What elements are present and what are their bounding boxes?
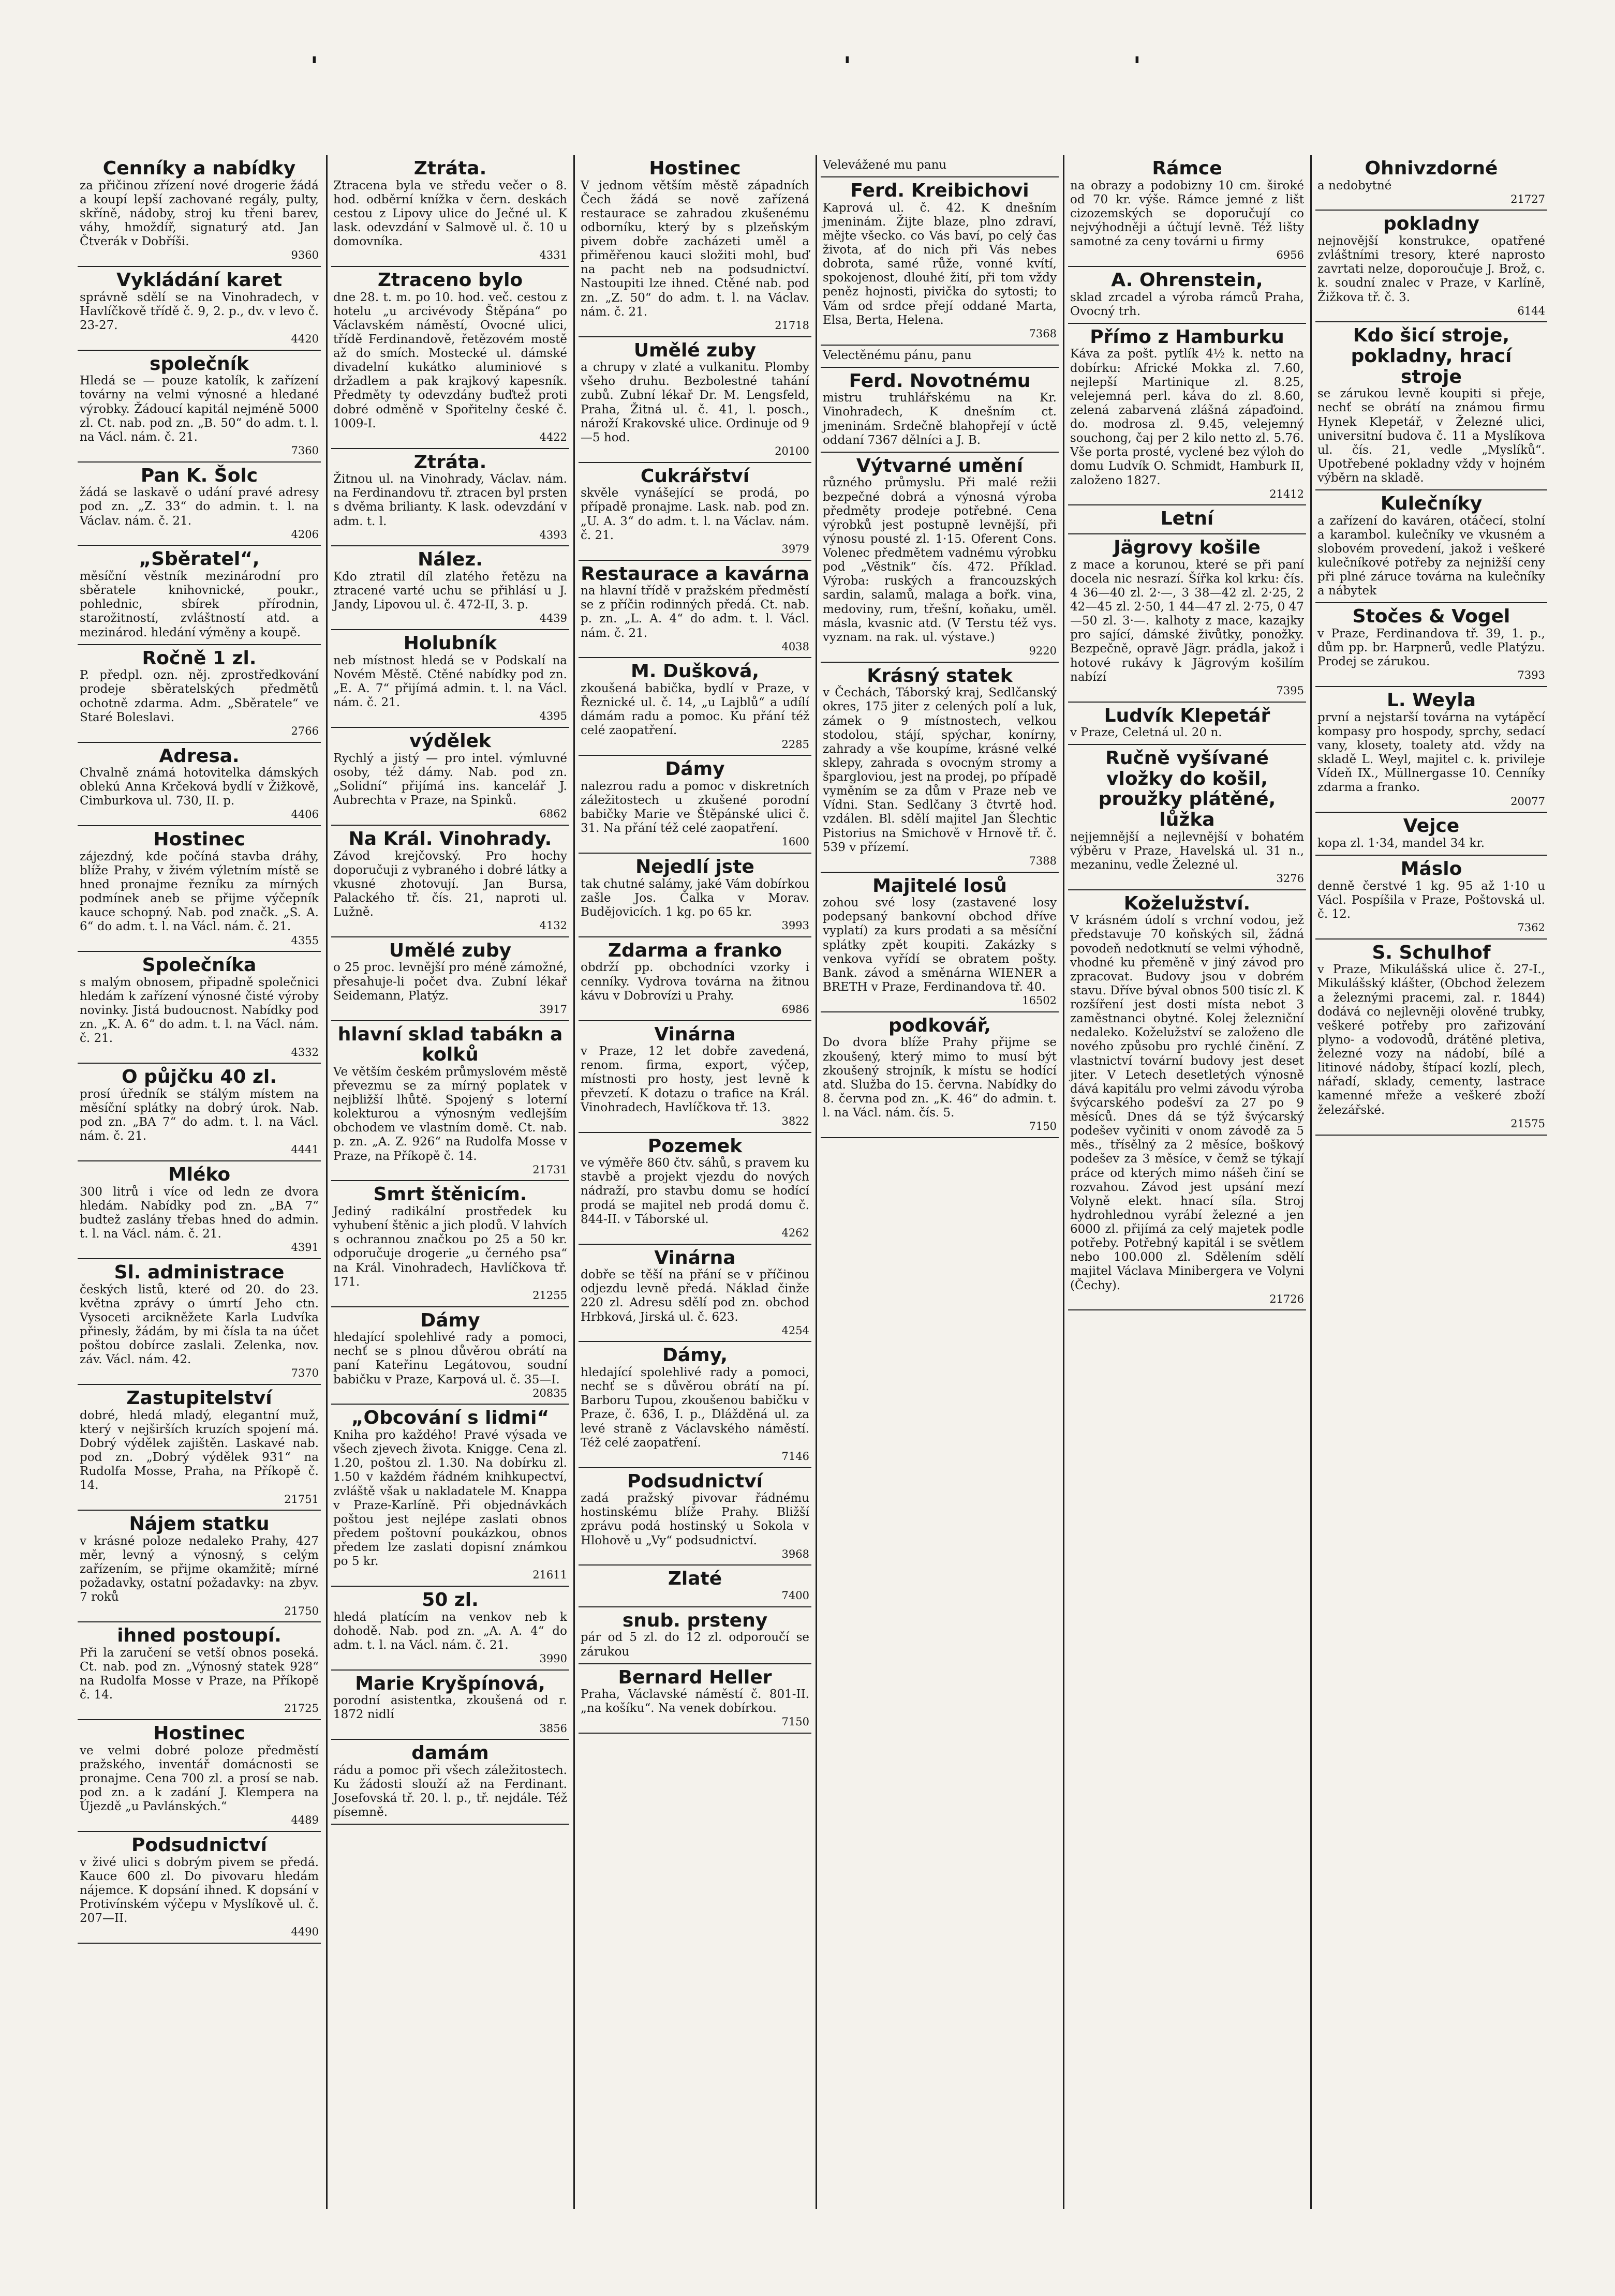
ad-headline: Kulečníky [1380, 493, 1483, 515]
advertisement [78, 952, 321, 1064]
ad-text: o 25 proc. levnější pro méně zámožné, přesahuje-li počet dva. Zubní lékař Seidemann, Platýz. [333, 961, 567, 1003]
column-divider [816, 155, 817, 2209]
advertisement [331, 1671, 569, 1740]
ad-headline: Stočes & Vogel [1352, 606, 1510, 628]
advertisement [78, 1832, 321, 1944]
ad-number: 3968 [781, 1547, 809, 1560]
ad-headline: Bernard Heller [618, 1666, 772, 1688]
ad-text: zkoušená babička, bydlí v Praze, v Řeznické ul. č. 14, „u Lajblů“ a udílí dámám radu a pomoc. Ku přání též celé zaopatření. [581, 682, 809, 738]
ad-headline: Dámy, [662, 1345, 728, 1366]
ad-number: 16502 [1022, 994, 1057, 1007]
ad-number: 7150 [781, 1716, 809, 1728]
ad-number: 4439 [539, 612, 567, 625]
ad-number: 21727 [1510, 192, 1545, 205]
ad-text: Kdo ztratil díl zlatého řetězu na ztracené varté uchu se přihlásí u J. Jandy, Lipovou ul. č. 472-II, 3. p. [333, 570, 567, 612]
ad-headline: A. Ohrenstein, [1111, 269, 1263, 291]
ad-text: P. předpl. ozn. něj. zprostředkování prodeje sběratelských předmětů ochotně zdarma. Adm. „Sběratele“ ve Staré Boleslavi. [80, 668, 319, 724]
ad-headline: Zdarma a franko [608, 940, 782, 961]
ad-headline: Přímo z Hamburku [1090, 326, 1284, 348]
advertisement [331, 546, 569, 630]
advertisement [821, 368, 1059, 453]
ad-headline: Zlaté [668, 1568, 722, 1590]
ad-number: 3856 [539, 1722, 567, 1735]
column-divider [573, 155, 575, 2209]
advertisement [78, 1511, 321, 1622]
advertisement [1315, 813, 1547, 856]
ad-headline: Nájem statku [129, 1513, 270, 1535]
ad-headline: Společníka [142, 955, 257, 976]
ad-text: s malým obnosem, připadně společnici hledám k zařízení výnosné čisté výroby novinky. Jistá budoucnost. Nabídky pod zn. „K. A. 6“ do adm. t. l. na Václ. nám. č. 21. [80, 975, 319, 1046]
advertisement [579, 337, 811, 463]
advertisement [78, 267, 321, 351]
ad-number: 21725 [284, 1702, 319, 1715]
ad-text: zohou své losy (zastavené losy podepsaný bankovní obchod dříve vyplatí) za kurs prodati a sa měsíční splátky zpět koupiti. Zakázky s venkova vyřídí se obratem pošty. Bank. závod a směnárna WIENER a BRETH v Praze, Ferdinandova tř. 40. [823, 896, 1057, 994]
advertisement [1315, 490, 1547, 603]
ad-text: skvěle vynášející se prodá, po případě pronajme. Lask. nab. pod zn. „U. A. 3“ do adm. t. l. na Václav. nám. č. 21. [581, 486, 809, 542]
advertisement [579, 1342, 811, 1468]
ad-number: 20835 [532, 1386, 567, 1399]
ad-headline: Restaurace a kavárna [581, 563, 809, 585]
ad-number: 4441 [291, 1143, 319, 1156]
ad-text: neb místnost hledá se v Podskalí na Novém Městě. Ctěné nabídky pod zn. „E. A. 7“ přijímá admin. t. l. na Václ. nám. č. 21. [333, 653, 567, 710]
advertisement [1068, 890, 1306, 1311]
ad-number: 3917 [539, 1003, 567, 1016]
ad-headline: Ztráta. [413, 451, 487, 473]
ad-number: 21718 [775, 319, 809, 332]
advertisement [331, 1740, 569, 1825]
ad-headline: Krásný statek [867, 665, 1013, 687]
ad-headline: Vinárna [654, 1023, 736, 1045]
ad-headline: hlavní sklad tabákn a kolků [337, 1023, 563, 1066]
ad-headline: Letní [1160, 508, 1214, 530]
ad-headline: Výtvarné umění [856, 455, 1024, 476]
ad-headline: Zastupitelství [126, 1388, 272, 1409]
ad-number: 4332 [291, 1046, 319, 1058]
ad-headline: Hostinec [153, 829, 245, 851]
advertisement [821, 663, 1059, 873]
page-mark: ' [1133, 52, 1141, 81]
ad-number: 7388 [1029, 854, 1057, 867]
ad-headline: Hostinec [649, 158, 741, 179]
ad-number: 20077 [1510, 795, 1545, 808]
advertisement [821, 346, 1059, 368]
ad-headline: Mléko [168, 1164, 231, 1186]
advertisement [78, 351, 321, 463]
advertisement [579, 1245, 811, 1343]
ad-number: 20100 [775, 444, 809, 457]
advertisement [331, 630, 569, 728]
advertisement [78, 645, 321, 743]
ad-headline: Adresa. [159, 745, 240, 767]
ad-number: 9220 [1029, 644, 1057, 657]
ad-number: 6986 [781, 1003, 809, 1016]
ad-text: dne 28. t. m. po 10. hod. več. cestou z hotelu „u arcivévody Štěpána“ po Václavském náměstí, Ovocné ulici, třídě Ferdinandově, řetězovém mostě až do smích. Mostecké ul. dámské divadelní kukátko aluminiové s držadlem a pak krajkový kapesník. Předměty ty odevzdány buďtež proti dobré odměně v Spořitelny české č. 1009-I. [333, 290, 567, 430]
column-4 [821, 155, 1059, 2209]
ad-number: 4391 [291, 1241, 319, 1254]
ad-text: první a nejstarší továrna na vytápěcí kompasy pro hospody, sprchy, sedací vany, klosety, toalety atd. vždy na skladě L. Weyl, majitel c. k. privileje Vídeň IX., Müllnergasse 10. Cenníky zdarma a franko. [1317, 710, 1545, 795]
ad-text: zadá pražský pivovar řádnému hostinskému blíže Prahy. Bližší zprávu podá hostinský u Sokola v Hlohově u „Vy“ podsudnictví. [581, 1492, 809, 1547]
ad-text: žádá se laskavě o udání pravé adresy pod zn. „Z. 33“ do admin. t. l. na Václav. nám. č. 21. [80, 486, 319, 528]
ad-headline: Marie Kryšpínová, [355, 1673, 545, 1694]
ad-headline: Jägrovy košile [1114, 537, 1261, 559]
ad-headline: Podsudnictví [627, 1470, 763, 1492]
advertisement [579, 1133, 811, 1245]
ad-number: 7146 [781, 1450, 809, 1463]
ad-text: Závod krejčovský. Pro hochy doporučuji z vybraného i dobré látky a vkusné zhotovují. Jan Bursa, Palackého tř. čís. 21, naproti ul. Lužně. [333, 849, 567, 919]
advertisement [1315, 603, 1547, 687]
advertisement [78, 463, 321, 546]
ad-headline: O půjčku 40 zl. [122, 1066, 277, 1088]
ad-headline: Hostinec [153, 1723, 245, 1745]
ad-text: pár od 5 zl. do 12 zl. odporoučí se zárukou [581, 1631, 809, 1659]
advertisement [331, 1587, 569, 1671]
ad-headline: podkovář, [888, 1015, 991, 1036]
ad-text: zájezdný, kde počíná stavba dráhy, blíže Prahy, v živém výletním místě se hned pronajme řezníku za mírných podmínek aneb se přijme výčepník kauce schopný. Nab. pod značk. „S. A. 6“ do adm. t. l. na Václ. nám. č. 21. [80, 849, 319, 934]
ad-number: 7150 [1029, 1120, 1057, 1133]
ad-headline: Majitelé losů [872, 875, 1007, 897]
ad-text: správně sdělí se na Vinohradech, v Havlíčkově třídě č. 9, 2. p., dv. v levo č. 23-27. [80, 290, 319, 332]
advertisement [579, 1021, 811, 1133]
ad-number: 2766 [291, 724, 319, 737]
ad-text: V jednom větším městě západních Čech žádá se nově zařízená restaurace se zahradou zkušenému odborníku, který by s plzeňským pivem dobře zacházeti uměl a přiměřenou kauci složiti mohl, buď na pacht neb na podsudnictví. Nastoupiti lze ihned. Ctěné nab. pod zn. „Z. 50“ do adm. t. l. na Václav. nám. č. 21. [581, 178, 809, 319]
ad-text: v krásné poloze nedaleko Prahy, 427 měr, levný a výnosný, s celým zařízením, se přijme okamžitě; mírné požadavky, ostatní požadavky: na zbyv. 7 roků [80, 1534, 319, 1604]
ad-number: 21731 [532, 1163, 567, 1176]
ad-text: na hlavní třídě v pražském předměstí se z příčin rodinných předá. Ct. nab. p. zn. „L. A. 4“ do adm. t. l. Václ. nám. č. 21. [581, 584, 809, 640]
ad-number: 4262 [781, 1226, 809, 1239]
ad-number: 9360 [291, 249, 319, 262]
advertisement [579, 658, 811, 756]
advertisement [331, 1307, 569, 1405]
ad-headline: výdělek [409, 730, 491, 752]
advertisement [821, 1012, 1059, 1138]
ad-text: hledající spolehlivé rady a pomoci, nechť se s plnou důvěrou obrátí na paní Kateřinu Legátovou, soudní babičku v Praze, Karpová ul. č. 35—I. [333, 1331, 567, 1386]
ad-headline: Nález. [418, 549, 483, 571]
column-3 [579, 155, 811, 2209]
ad-text: dobře se těší na přání se v příčinou odjezdu levně předá. Náklad činže 220 zl. Adresu sdělí pod zn. obchod Hrbková, Jirská ul. č. 623. [581, 1268, 809, 1324]
ad-text: kopa zl. 1·34, mandel 34 kr. [1317, 836, 1485, 850]
advertisement [579, 155, 811, 337]
advertisement [579, 1468, 811, 1566]
ad-headline: Na Král. Vinohrady. [348, 828, 552, 849]
advertisement [579, 561, 811, 659]
ad-text: tak chutné salámy, jaké Vám dobírkou zašle Jos. Čalka v Morav. Budějovicích. 1 kg. po 65 kr. [581, 877, 809, 919]
ad-headline: Umělé zuby [633, 339, 757, 361]
ad-headline: Kdo šicí stroje, pokladny, hrací stroje [1351, 325, 1512, 387]
ad-number: 21726 [1269, 1292, 1304, 1305]
ad-headline: Pozemek [647, 1135, 743, 1157]
ad-text: v Čechách, Táborský kraj, Sedlčanský okres, 175 jiter z celených polí a luk, zámek o 9 místnostech, velkou stodolou, stájí, spýchar, konírny, zahrady a vše koupíme, krásné velké sklepy, zahrada s ovocným stromy a špargloviou, jest na prodej, po případě vyměním se za dům v Praze neb ve Vídni. Stan. Sedlčany 3 čtvrtě hod. vzdálen. Bl. sdělí majitel Jan Šlechtic Pistorius na Smichově v Hrnově tř. č. 539 v přízemí. [823, 686, 1057, 854]
ad-headline: Podsudnictví [131, 1835, 268, 1856]
advertisement [1315, 940, 1547, 1136]
ad-headline: M. Dušková, [630, 661, 760, 682]
ad-headline: Ztráta. [413, 158, 487, 179]
ad-text: Praha, Václavské náměstí č. 801-II. „na košíku“. Na venek dobírkou. [581, 1688, 809, 1716]
column-5 [1068, 155, 1306, 2209]
ad-number: 3276 [1276, 872, 1304, 885]
advertisement [78, 826, 321, 952]
advertisement [1068, 324, 1306, 506]
ad-text: 300 litrů i více od ledn ze dvora hledám. Nabídky pod zn. „BA 7“ budtež zaslány třebas hned do admin. t. l. na Václ. nám. č. 21. [80, 1185, 319, 1241]
advertisement [331, 1021, 569, 1182]
ad-number: 7395 [1276, 684, 1304, 697]
ad-headline: 50 zl. [422, 1589, 479, 1611]
ad-number: 3990 [539, 1652, 567, 1665]
advertisement [331, 1181, 569, 1307]
ad-text: a nedobytné [1317, 178, 1392, 192]
advertisement [1068, 505, 1306, 534]
advertisement [1315, 211, 1547, 322]
advertisement [1068, 155, 1306, 267]
column-divider [1310, 155, 1312, 2209]
ad-headline: pokladny [1383, 213, 1479, 235]
ad-number: 21611 [532, 1569, 567, 1582]
ad-text: a zařízení do kaváren, otáčecí, stolní a karambol. kulečníky ve vkusném a slobovém provedení, jakož i veškeré kulečníkové potřeby za nejnižší ceny při plné záruce továrna na kulečníky a nábytek [1317, 514, 1545, 598]
ad-headline: L. Weyla [1386, 690, 1476, 711]
page-mark: ' [843, 52, 851, 81]
advertisement [1068, 745, 1306, 890]
advertisement [1315, 155, 1547, 211]
ad-text: sklad zrcadel a výroba rámců Praha, Ovocný trh. [1070, 290, 1304, 318]
ad-number: 21255 [532, 1289, 567, 1302]
advertisement [78, 546, 321, 645]
ad-text: v živé ulici s dobrým pivem se předá. Kauce 600 zl. Do pivovaru hledám nájemce. K dopsání ihned. K dopsání v Protivínském výčepu v Myslíkově ul. č. 207—II. [80, 1855, 319, 1926]
ad-text: v Praze, 12 let dobře zavedená, renom. firma, export, výčep, místnosti pro hosty, jest levně k převzetí. K dotazu o trafice na Král. Vinohradech, Havlíčkova tř. 13. [581, 1045, 809, 1114]
ad-headline: Ferd. Novotnému [849, 370, 1031, 392]
ad-number: 4132 [539, 919, 567, 932]
advertisement [331, 728, 569, 826]
advertisement [579, 1607, 811, 1664]
ad-headline: Cenníky a nabídky [102, 158, 296, 179]
advertisement [78, 1385, 321, 1511]
ad-text: rádu a pomoc při všech záležitostech. Ku žádosti slouží až na Ferdinant. Josefovská tř. 20. l. p., tř. nejdále. Též písemně. [333, 1763, 567, 1820]
ad-headline: Dámy [665, 758, 725, 780]
ad-number: 7368 [1029, 327, 1057, 340]
ad-text: Ve větším českém průmyslovém městě převezmu se za mírný poplatek v nejbližší lhůtě. Spojený s loterní kolekturou a výnosným vedlejším obchodem ve vlastním domě. Ct. nab. p. zn. „A. Z. 926“ na Rudolfa Mosse v Praze, na Příkopě č. 14. [333, 1065, 567, 1163]
ad-text: ve velmi dobré poloze předměstí pražského, inventář domácnosti se pronajme. Cena 700 zl. a prosí se nab. pod zn. a k zadání J. Klempera na Újezdě „u Pavlánských.“ [80, 1743, 319, 1814]
advertisement [579, 937, 811, 1021]
ad-text: na obrazy a podobizny 10 cm. široké od 70 kr. výše. Rámce jemné z lišt cizozemských se doporučují co nejvýhodněji a účtují levně. Též lišty samotné za ceny továrni u firmy [1070, 178, 1304, 249]
ad-text: Káva za pošt. pytlík 4½ k. netto na dobírku: Africké Mokka zl. 7.60, nejlepší Martinique zl. 8.25, velejemná perl. káva do zl. 8.60, zelená zabarvená zlášná zápaďoind. do. modrosa zl. 9.45, velejemný souchong, čaj per 2 kilo netto zl. 5.76. Vše porta prosté, vyclené bez výloh do domu Ludvík O. Schmidt, Hamburk II, založeno 1827. [1070, 347, 1304, 487]
ad-headline: společník [150, 353, 249, 375]
advertisement [1315, 322, 1547, 490]
ad-number: 6144 [1517, 304, 1545, 317]
ad-number: 7370 [291, 1367, 319, 1380]
column-2 [331, 155, 569, 2209]
ad-text: Chvalně známá hotovitelka dámských oblekú Anna Krčeková bydlí v Žižkově, Cimburkova ul. 730, II. p. [80, 766, 319, 808]
ad-number: 21575 [1510, 1117, 1545, 1130]
ad-number: 21751 [284, 1493, 319, 1505]
ad-headline: Pan K. Šolc [140, 465, 258, 486]
ad-headline: Ručně vyšívané vložky do košil, proužky plátěné, lůžka [1098, 748, 1276, 831]
page-content [78, 155, 1547, 2209]
ad-headline: Dámy [420, 1309, 480, 1331]
ad-number: 4355 [291, 934, 319, 947]
advertisement [1068, 267, 1306, 324]
advertisement [579, 854, 811, 937]
ad-number: 4331 [539, 249, 567, 262]
advertisement [579, 756, 811, 854]
ad-headline: Ludvík Klepetář [1104, 705, 1270, 726]
ad-text: Ztracena byla ve středu večer o 8. hod. odběrní knížka v čern. deskách cestou z Lipovy ulice do Ječné ul. K lask. odevzdání v Salmově ul. č. 10 u domovníka. [333, 178, 567, 249]
ad-number: 6956 [1276, 249, 1304, 262]
advertisement [78, 1720, 321, 1832]
ad-number: 4254 [781, 1324, 809, 1337]
ad-number: 4393 [539, 528, 567, 541]
advertisement [821, 177, 1059, 345]
ad-number: 7360 [291, 444, 319, 457]
ad-text: porodní asistentka, zkoušená od r. 1872 nidlí [333, 1694, 567, 1722]
ad-text: ve výměře 860 čtv. sáhů, s pravem ku stavbě a projekt vjezdu do nových nádraží, pro stavbu domu se hodící prodá se majitel neb prodá domu č. 844-II. v Táborské ul. [581, 1156, 809, 1226]
ad-text: Velevážené mu panu [823, 158, 947, 172]
ad-text: nejjemnější a nejlevnější v bohatém výběru v Praze, Havelská ul. 31 n., mezaninu, vedle Železné ul. [1070, 830, 1304, 872]
advertisement [78, 1259, 321, 1385]
ad-headline: ihned postoupí. [117, 1625, 281, 1647]
ad-headline: „Obcování s lidmi“ [351, 1407, 550, 1429]
ad-headline: Máslo [1400, 858, 1462, 880]
ad-headline: Nejedlí jste [635, 856, 754, 878]
ad-number: 3979 [781, 542, 809, 555]
ad-headline: Ferd. Kreibichovi [850, 180, 1029, 202]
ad-number: 7362 [1517, 921, 1545, 934]
ad-text: denně čerstvé 1 kg. 95 až 1·10 u Václ. Pospíšila v Praze, Poštovská ul. č. 12. [1317, 879, 1545, 921]
ad-headline: snub. prsteny [622, 1609, 768, 1631]
ad-text: v Praze, Mikulášská ulice č. 27-I., Mikulášský klášter, (Obchod železem a železnými pracemi, zal. r. 1844) dodává co nejlevněji olověné trubky, veškeré potřeby pro zařizování plyno- a vodovodů, drátěné pletiva, železné vozy na nádobí, bílé a litinové nádoby, štípací kozlí, plech, nářadí, sklady, cementy, lastrace kamenné mřeže a veškeré zboží železářské. [1317, 963, 1545, 1117]
advertisement [331, 155, 569, 267]
ad-text: a chrupy v zlaté a vulkanitu. Plomby všeho druhu. Bezbolestné tahání zubů. Zubní lékař Dr. M. Lengsfeld, Praha, Žitná ul. č. 41, l. posch., nároží Krakovské ulice. Ordinuje od 9—5 hod. [581, 361, 809, 444]
ad-text: z mace a korunou, které se při paní docela nic nesrazí. Šířka kol krku: čís. 4 36—40 zl. 2·—, 3 38—42 zl. 2·25, 2 42—45 zl. 2·50, 1 44—47 zl. 2·75, 0 47—50 zl. 3·—. kalhoty z mace, kazajky pro sající, dámské živůtky, ponožky. Bezpečně, opravě Jägr. prádla, jakož i hotové rukávy k Jägrovým košilím nabízí [1070, 558, 1304, 684]
ad-headline: „Sběratel“, [139, 548, 260, 570]
ad-number: 4395 [539, 710, 567, 723]
ad-headline: Koželužství. [1123, 892, 1251, 914]
ad-number: 4206 [291, 528, 319, 541]
ad-headline: Ztraceno bylo [377, 269, 523, 291]
ad-headline: Sl. administrace [114, 1262, 285, 1284]
ad-text: mistru truhlářskému na Kr. Vinohradech, K dnešním ct. jmeninám. Srdečně blahopřejí v úctě oddaní 7367 dělníci a J. B. [823, 391, 1057, 447]
ad-headline: Cukrářství [640, 465, 750, 487]
ad-number: 7400 [781, 1589, 809, 1602]
ad-headline: Smrt štěnicím. [373, 1184, 527, 1205]
advertisement [78, 1064, 321, 1161]
ad-number: 4490 [291, 1926, 319, 1939]
ad-text: V krásném údolí s vrchní vodou, jež představuje 70 koňských sil, žádná povodeň nedotknutí se velmi výhodně, vhodné ku přeměně v jiný závod pro zpracovat. Budovy jsou v dobrém stavu. Dříve býval obnos 500 tisíc zl. K rozšíření jest dosti místa nebot 3 zaměstnanci obytné. Kolej železniční nedaleko. Koželužství se založeno dle nového způsobu pro rychlé činění. Z vlastnictví tovární budovy jest deset jiter. V Letech desetletých výnosně dává kapitálu pro velmi závodu výroba švýcarského podešví za 27 po 9 měsíců. Dnes dá se týž švýcarský podešev vyčiniti v onom závodě za 5 měs., třísělný za 2 měsíce, boškový podešev za 3 měsíce, v čemž se týkají práce od kterých mimo nášeh činí se rozvahou. Závod jest upsání mezí Volyně elekt. hnací síla. Stroj hydrohlednou vyrábí železné a jen 6000 zl. přijímá za celý majetek podle potřeby. Potřebný kapitál i se světlem nebo 100.000 zl. Sdělením sdělí majitel Václava Minibergera ve Volyni (Čechy). [1070, 914, 1304, 1292]
ad-text: hledající spolehlivé rady a pomoci, nechť se s důvěrou obrátí na pí. Barboru Tupou, zkoušenou babičku v Praze, č. 636, I. p., Dlážděná ul. za levé straně z Václavského náměstí. Též celé zaopatření. [581, 1366, 809, 1450]
ad-number: 7393 [1517, 669, 1545, 682]
advertisement [331, 449, 569, 547]
ad-text: nejnovější konstrukce, opatřené zvláštními tresory, které naprosto zavrtati nelze, doporoučuje J. Brož, c. k. soudní znalec v Praze, v Karlíně, Žižkova tř. č. 3. [1317, 234, 1545, 304]
page-mark: ' [310, 52, 318, 81]
ad-number: 3993 [781, 919, 809, 932]
advertisement [78, 743, 321, 827]
ad-text: měsíční věstník mezinárodní pro sběratele knihovnické, poukr., pohlednic, sbírek přírodnin, starožitností, zvláštností atd. a mezinárod. hledání výměny a koupě. [80, 570, 319, 639]
ad-number: 4406 [291, 808, 319, 821]
ad-headline: Vejce [1403, 815, 1460, 837]
advertisement [331, 937, 569, 1021]
ad-headline: damám [411, 1742, 489, 1764]
ad-text: za přičinou zřízení nové drogerie žádá a koupí lepší zachované regály, pulty, skříně, nádoby, stroj ku třeni barev, váhy, hmoždíř, signaturý atd. Jan Čtverák v Dobříši. [80, 178, 319, 249]
ad-text: Rychlý a jistý — pro intel. výmluvné osoby, též dámy. Nab. pod zn. „Solidní“ přijímá ins. kancelář J. Aubrechta v Praze, na Spinků. [333, 751, 567, 808]
ad-number: 4489 [291, 1814, 319, 1827]
advertisement [331, 267, 569, 449]
ad-headline: Holubník [403, 633, 497, 654]
ad-number: 4420 [291, 332, 319, 345]
advertisement [579, 1566, 811, 1607]
advertisement [1315, 856, 1547, 940]
ad-text: Kniha pro každého! Pravé výsada ve všech zjevech života. Knigge. Cena zl. 1.20, poštou zl. 1.30. Na dobírku zl. 1.50 v každém řádném knihkupectví, zvláště však u nakladatele M. Knappa v Praze-Karlíně. Při objednávkách poštou jest nejlépe zaslati obnos předem poštovní poukázkou, obnos předem lze zaslati dopisní známkou po 5 kr. [333, 1428, 567, 1569]
advertisement [331, 1405, 569, 1587]
ad-text: Kaprová ul. č. 42. K dnešním jmeninám. Žijte blaze, plno zdraví, mějte všecko. co Vás baví, po celý čas života, ať do nich při Vás nebes dobrota, samé růže, vonné kvítí, spokojenost, dlouhé žití, při tom vždy peněz hojnosti, pivička do sytosti; to Vám od srdce přejí oddané Marta, Elsa, Berta, Helena. [823, 201, 1057, 327]
advertisement [821, 873, 1059, 1012]
ad-text: v Praze, Ferdinandova tř. 39, 1. p., dům pp. br. Harpnerů, vedle Platýzu. Prodej se zárukou. [1317, 627, 1545, 669]
ad-text: Do dvora blíže Prahy přijme se zkoušený, který mimo to musí být zkoušený strojník, k místu se hodící atd. Služba do 15. června. Nabídky do 8. června pod zn. „K. 46“ do admin. t. l. na Václ. nám. čís. 5. [823, 1036, 1057, 1120]
ad-text: hledá platícím na venkov neb k dohodě. Nab. pod zn. „A. A. 4“ do adm. t. l. na Václ. nám. č. 21. [333, 1610, 567, 1652]
advertisement [579, 463, 811, 561]
ad-text: českých listů, které od 20. do 23. května zprávy o úmrtí Jeho ctn. Vysoceti arcikněžete Karla Ludvíka přinesly, žádám, by mi čísla ta na účet poštou dobírce zaslali. Zelenka, nov. záv. Václ. nám. 42. [80, 1283, 319, 1367]
ad-text: různého průmyslu. Při malé režii bezpečné dobrá a výnosná výroba předměty prodeje potřebné. Cena výrobků jest postupně levnější, při výnosu pousté zl. 1·15. Oferent Cons. Volenec předmětem vadnému výrobku pod „Věstnik“ čís. 472. Příklad. Výroba: ruských a francouzských sardin, salamů, malaga a bořk. vina, medoviny, rum, třešní, koňaku, uměl. másla, kvasnic atd. (V Terstu též vys. vyznam. na rak. ul. výstave.) [823, 476, 1057, 644]
column-divider [326, 155, 328, 2209]
ad-text: prosí úředník se stálým místem na měsíční splátky na dobrý úrok. Nab. pod zn. „BA 7“ do adm. t. l. na Václ. nám. č. 21. [80, 1087, 319, 1143]
ad-number: 6862 [539, 808, 567, 821]
ad-headline: Ohnivzdorné [1365, 158, 1498, 179]
ad-headline: Vykládání karet [116, 269, 283, 291]
ad-text: se zárukou levně koupiti si přeje, nechť se obrátí na známou firmu Hynek Klepetář, v Železné ulici, universitní budova č. 11 a Myslíkova ul. čís. 21, vedle „Myslíků“. Upotřebené pokladny vždy v hojném výběrn na skladě. [1317, 387, 1545, 485]
advertisement [78, 155, 321, 267]
ad-headline: S. Schulhof [1372, 942, 1491, 963]
ad-number: 21412 [1269, 487, 1304, 500]
advertisement [1068, 534, 1306, 702]
ad-text: Jediný radikální prostředek ku vyhubení štěnic a jich plodů. V lahvích s ochrannou značkou po 25 a 50 kr. odporučuje drogerie „u černého psa“ na Král. Vinohradech, Havlíčkova tř. 171. [333, 1205, 567, 1289]
ad-text: v Praze, Celetná ul. 20 n. [1070, 726, 1222, 740]
advertisement [1315, 687, 1547, 813]
advertisement [78, 1622, 321, 1720]
ad-number: 3822 [781, 1114, 809, 1127]
ad-number: 21750 [284, 1604, 319, 1617]
ad-text: dobré, hledá mladý, elegantní muž, který v nejširších kruzích spojení má. Dobrý výdělek zajištěn. Laskavé nab. pod zn. „Dobrý výdělek 931“ na Rudolfa Mosse, Praha, na Příkopě č. 14. [80, 1408, 319, 1493]
advertisement [821, 453, 1059, 663]
ad-headline: Umělé zuby [389, 940, 512, 961]
ad-headline: Rámce [1152, 158, 1222, 179]
advertisement [579, 1664, 811, 1734]
column-1 [78, 155, 321, 2209]
ad-text: Hledá se — pouze katolík, k zařízení továrny na velmi výnosné a hledané výrobky. Žádoucí kapitál nejméně 5000 zl. Ct. nab. pod zn. „B. 50“ do adm. t. l. na Václ. nám. č. 21. [80, 374, 319, 444]
ad-number: 2285 [781, 738, 809, 751]
advertisement [331, 826, 569, 937]
ad-number: 4038 [781, 640, 809, 653]
ad-text: obdrží pp. obchodníci vzorky i cenníky. Vydrova továrna na žitnou kávu v Dobrovízi u Prahy. [581, 961, 809, 1003]
advertisement [78, 1161, 321, 1259]
ad-number: 1600 [781, 836, 809, 848]
advertisement [821, 155, 1059, 177]
column-6 [1315, 155, 1547, 2209]
ad-headline: Vinárna [654, 1247, 736, 1269]
column-divider [1063, 155, 1064, 2209]
ad-headline: Ročně 1 zl. [142, 647, 257, 669]
ad-text: Velectěnému pánu, panu [823, 348, 972, 362]
advertisement [1068, 703, 1306, 746]
ad-text: nalezrou radu a pomoc v diskretních záležitostech u zkušené porodní babičky Marie ve Štěpánské ulici č. 31. Na přání též celé zaopatření. [581, 779, 809, 836]
ad-text: Při la zaručení se vetší obnos poseká. Ct. nab. pod zn. „Výnosný statek 928“ na Rudolfa Mosse v Praze, na Příkopě č. 14. [80, 1646, 319, 1702]
ad-text: Žitnou ul. na Vinohrady, Václav. nám. na Ferdinandovu tř. ztracen byl prsten s dvěma brilianty. K lask. odevzdání v adm. t. l. [333, 472, 567, 528]
ad-number: 4422 [539, 430, 567, 443]
